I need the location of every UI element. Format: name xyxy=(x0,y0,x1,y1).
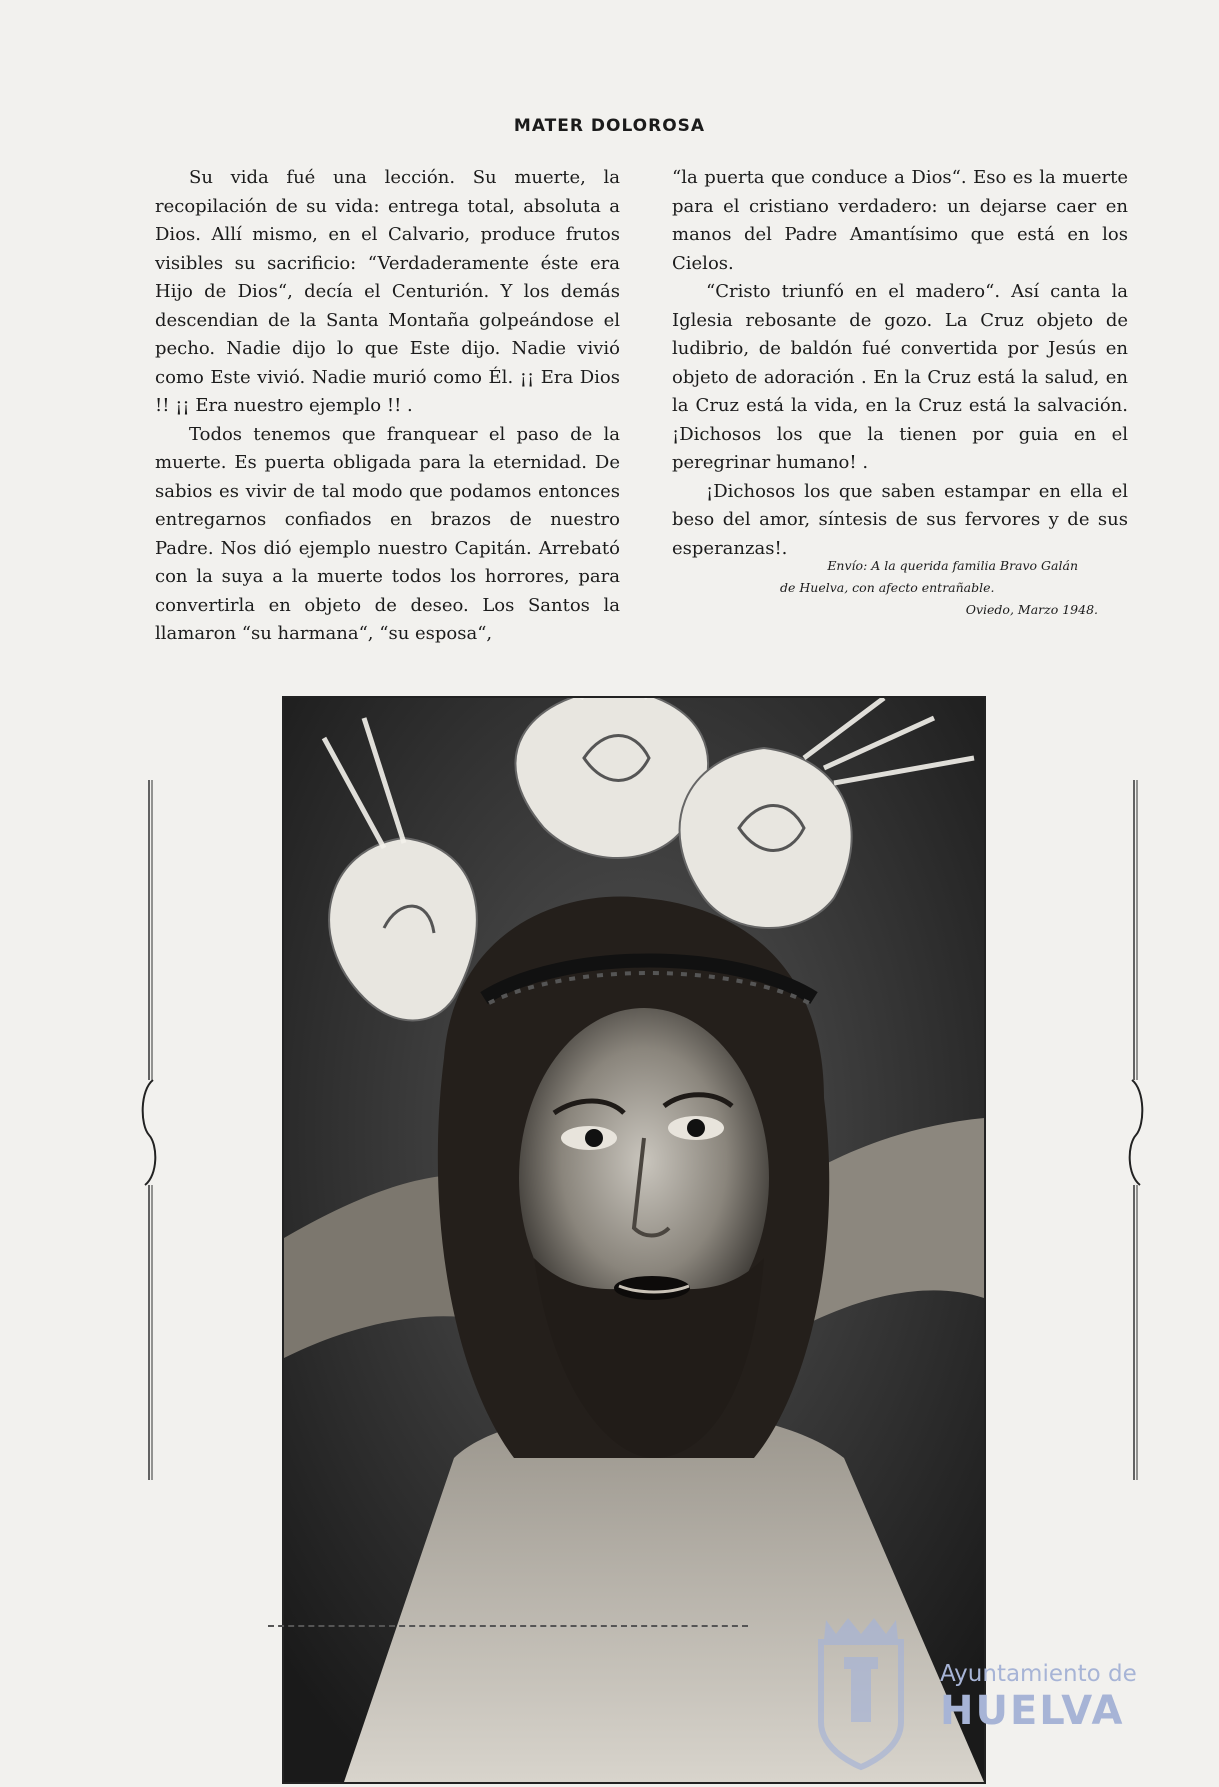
ornament-right-icon xyxy=(1125,780,1147,1480)
dedication-line: Envío: A la querida familia Bravo Galán xyxy=(827,558,1078,573)
dotted-rule xyxy=(268,1625,748,1627)
watermark xyxy=(940,1660,1137,1734)
watermark-top: Ayuntamiento de xyxy=(940,1661,1137,1687)
paragraph: Su vida fué una lección. Su muerte, la recopilación de su vida: entrega total, absoluta a Dios. Allí mismo, en el Calvario, produce frutos visibles su sacrificio: “Verdaderamente éste era Hijo de Dios“, decía el Centurión. Y los demás descendian de la Santa Montaña golpeándose el pecho. Nadie dijo lo que Este dijo. Nadie vivió como Este vivió. Nadie murió como Él. ¡¡ Era Dios !! ¡¡ Era nuestro ejemplo !! . xyxy=(155,167,620,416)
paragraph: ¡Dichosos los que saben estampar en ella el beso del amor, síntesis de sus fervores y de sus esperanzas!. xyxy=(672,480,1128,559)
text-column-left xyxy=(155,164,620,649)
page-title: MATER DOLOROSA xyxy=(513,116,706,136)
text-column-right xyxy=(672,164,1128,563)
watermark-city: HUELVA xyxy=(940,1688,1125,1734)
paragraph: Todos tenemos que franquear el paso de la muerte. Es puerta obligada para la eternidad. De sabios es vivir de tal modo que podamos entonces entregarnos confiados en brazos de nuestro Padre. Nos dió ejemplo nuestro Capitán. Arrebató con la suya a la muerte todos los horrores, para convertirla en objeto de deseo. Los Santos la llamaron “su harmana“, “su esposa“, xyxy=(155,423,620,644)
dedication xyxy=(740,555,1118,621)
dedication-date: Oviedo, Marzo 1948. xyxy=(965,602,1098,617)
paragraph: “la puerta que conduce a Dios“. Eso es la muerte para el cristiano verdadero: un dejarse caer en manos del Padre Amantísimo que está en los Cielos. xyxy=(672,167,1128,274)
city-crest-icon xyxy=(806,1612,916,1772)
paragraph: “Cristo triunfó en el madero“. Así canta la Iglesia rebosante de gozo. La Cruz objeto de ludibrio, de baldón fué convertida por Jesús en objeto de adoración . En la Cruz está la salud, en la Cruz está la vida, en la Cruz está la salvación. ¡Dichosos los que la tienen por guia en el peregrinar humano! . xyxy=(672,281,1128,473)
ornament-left-icon xyxy=(138,780,160,1480)
dedication-line: de Huelva, con afecto entrañable. xyxy=(780,580,995,595)
